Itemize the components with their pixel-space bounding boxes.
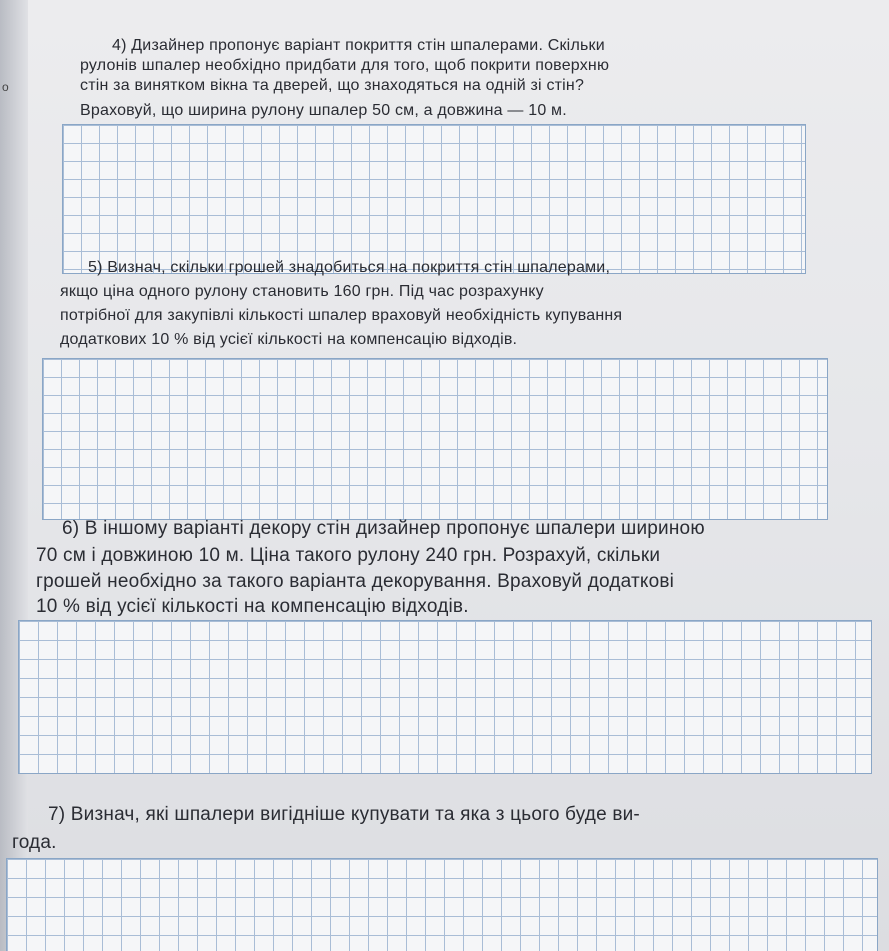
page-binding-shadow xyxy=(0,0,28,951)
task-6-line-1: 6) В іншому варіанті декору стін дизайнер пропонує шпалери шириною xyxy=(62,518,705,539)
task-5-line-4: додаткових 10 % від усієї кількості на компенсацію відходів. xyxy=(60,331,518,348)
task-7-line-1: 7) Визнач, які шпалери вигідніше купувати та яка з цього буде ви- xyxy=(48,804,640,825)
task-4-line-1: 4) Дизайнер пропонує варіант покриття стін шпалерами. Скільки xyxy=(112,37,605,54)
task-5-line-2: якщо ціна одного рулону становить 160 грн. Під час розрахунку xyxy=(60,283,544,300)
task-4-line-4: Враховуй, що ширина рулону шпалер 50 см, а довжина — 10 м. xyxy=(80,102,567,119)
task-5-line-3: потрібної для закупівлі кількості шпалер враховуй необхідність купування xyxy=(60,307,623,324)
task-6-line-2: 70 см і довжиною 10 м. Ціна такого рулону 240 грн. Розрахуй, скільки xyxy=(36,545,661,566)
answer-grid-task-5[interactable] xyxy=(42,358,828,520)
edge-mark: o xyxy=(2,80,9,94)
task-7-line-2: года. xyxy=(12,832,57,853)
answer-grid-task-7[interactable] xyxy=(6,858,878,951)
task-6-line-4: 10 % від усієї кількості на компенсацію відходів. xyxy=(36,596,469,617)
answer-grid-task-4[interactable] xyxy=(62,124,806,274)
task-6-line-3: грошей необхідно за такого варіанта декорування. Враховуй додаткові xyxy=(36,571,675,592)
answer-grid-task-6[interactable] xyxy=(18,620,872,774)
task-5-line-1: 5) Визнач, скільки грошей знадобиться на покриття стін шпалерами, xyxy=(88,259,611,276)
task-4-line-3: стін за винятком вікна та дверей, що знаходяться на одній зі стін? xyxy=(80,77,585,94)
task-4-line-2: рулонів шпалер необхідно придбати для того, щоб покрити поверхню xyxy=(80,57,610,74)
